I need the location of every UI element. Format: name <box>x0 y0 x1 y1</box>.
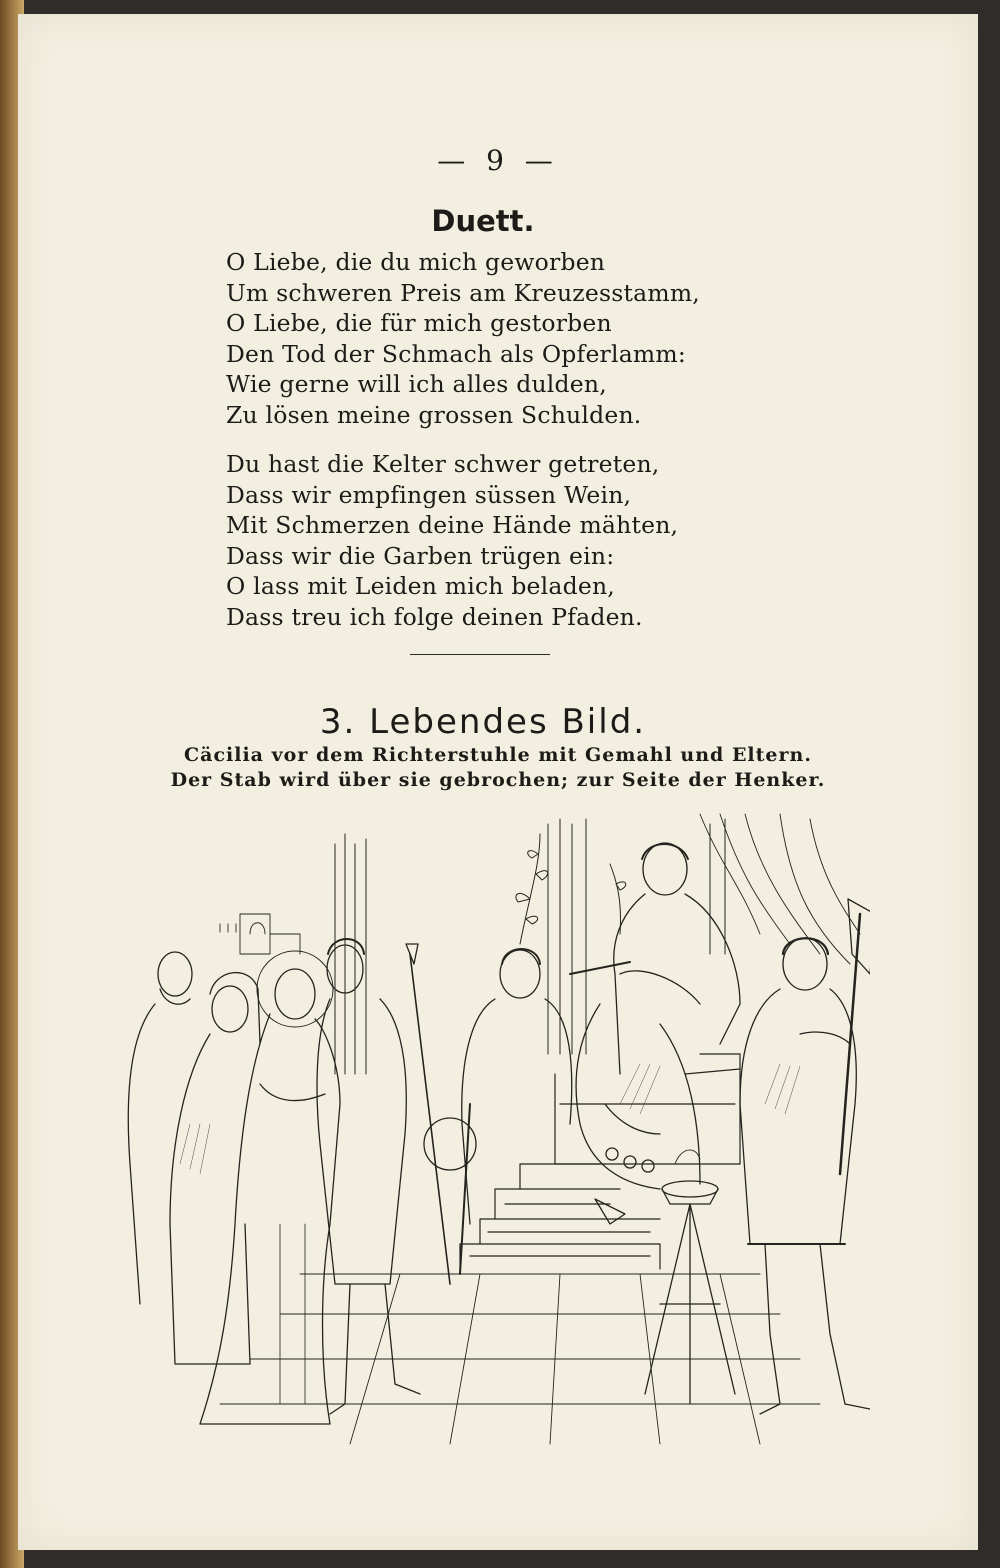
duett-heading: Duett. <box>431 204 535 238</box>
throne <box>555 1054 740 1164</box>
verse-line: Dass wir die Garben trügen ein: <box>226 541 615 570</box>
verse-line: Wie gerne will ich alles dulden, <box>226 370 607 398</box>
engraving-illustration <box>100 804 870 1464</box>
poem-stanza-2 <box>226 449 678 632</box>
cecilia-figure <box>200 951 340 1424</box>
father-figure <box>128 952 192 1304</box>
verse-line: Mit Schmerzen deine Hände mähten, <box>226 511 679 539</box>
page-number: — 9 — <box>437 144 559 177</box>
throne-steps <box>460 1164 660 1269</box>
mother-figure <box>170 973 260 1364</box>
column-right <box>548 819 725 1054</box>
section-heading: 3. Lebendes Bild. <box>319 702 647 742</box>
city-background <box>220 914 300 954</box>
verse-line: Den Tod der Schmach als Opferlamm: <box>226 339 686 368</box>
shading-hatch <box>180 1064 800 1174</box>
executioner-figure <box>740 899 870 1414</box>
judge-figure <box>570 843 740 1224</box>
tiled-floor <box>220 1274 820 1444</box>
curtain <box>700 814 860 964</box>
verse-line: Zu lösen meine grossen Schulden. <box>226 400 642 429</box>
verse-line: Dass wir empfingen süssen Wein, <box>226 480 632 509</box>
illustration-caption-line-2: Der Stab wird über sie gebrochen; zur Seite der Henker. <box>170 769 826 791</box>
verse-line: Du hast die Kelter schwer getreten, <box>226 450 660 478</box>
verse-line: Um schweren Preis am Kreuzesstamm, <box>226 278 700 307</box>
book-page <box>18 14 978 1550</box>
brazier-tripod <box>645 1150 735 1404</box>
soldier-figure <box>406 944 572 1284</box>
illustration-caption-line-1: Cäcilia vor dem Richterstuhle mit Gemahl und Eltern. <box>184 744 812 766</box>
poem-stanza-1 <box>226 247 700 430</box>
verse-line: O lass mit Leiden mich beladen, <box>226 572 615 600</box>
section-divider <box>410 654 550 655</box>
plant-decoration <box>516 834 626 944</box>
husband-figure <box>317 939 420 1414</box>
column-left <box>335 834 366 1074</box>
verse-line: Dass treu ich folge deinen Pfaden. <box>226 602 643 631</box>
verse-line: O Liebe, die du mich geworben <box>226 248 606 276</box>
verse-line: O Liebe, die für mich gestorben <box>226 309 612 337</box>
